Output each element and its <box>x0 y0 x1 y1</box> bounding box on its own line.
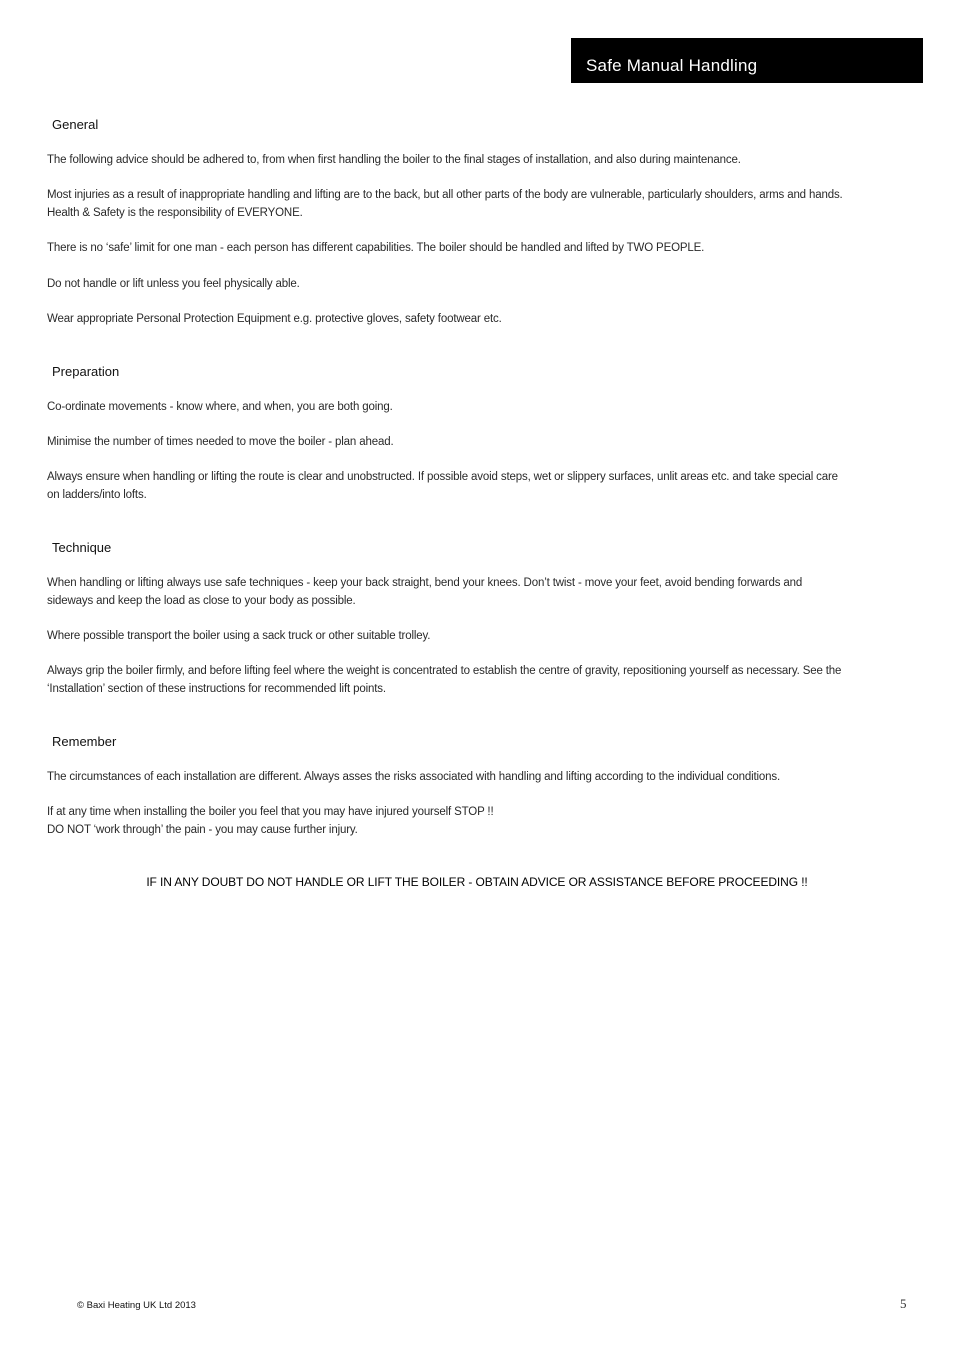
heading-preparation: Preparation <box>52 364 120 379</box>
general-paragraph-5 <box>47 310 917 328</box>
page-number: 5 <box>900 1296 907 1311</box>
header-bar <box>571 38 923 83</box>
general-paragraph-1 <box>47 151 917 169</box>
copyright-footer: © Baxi Heating UK Ltd 2013 <box>77 1300 196 1311</box>
general-paragraph-4 <box>47 275 917 293</box>
preparation-p1-text: Co-ordinate movements - know where, and when, you are both going. <box>47 401 393 413</box>
remember-paragraph-2 <box>47 803 917 839</box>
technique-p1-line2: sideways and keep the load as close to your body as possible. <box>47 595 356 607</box>
heading-technique: Technique <box>52 540 112 555</box>
preparation-paragraph-1 <box>47 398 917 416</box>
general-p3-text: There is no ‘safe’ limit for one man - each person has different capabilities. The boiler should be handled and lifted by TWO PEOPLE. <box>47 242 705 254</box>
general-paragraph-3 <box>47 239 917 257</box>
technique-p3-line1: Always grip the boiler firmly, and before lifting feel where the weight is concentrated to establish the centre of gravity, repositioning yourself as necessary. See the <box>47 665 842 677</box>
preparation-p2-text: Minimise the number of times needed to move the boiler - plan ahead. <box>47 436 394 448</box>
general-p2-line2: Health & Safety is the responsibility of EVERYONE. <box>47 207 303 219</box>
technique-p3-line2: ‘Installation’ section of these instructions for recommended lift points. <box>47 683 386 695</box>
preparation-p3-line1: Always ensure when handling or lifting the route is clear and unobstructed. If possible avoid steps, wet or slippery surfaces, unlit areas etc. and take special care <box>47 471 838 483</box>
technique-p2-text: Where possible transport the boiler using a sack truck or other suitable trolley. <box>47 630 431 642</box>
technique-paragraph-2 <box>47 627 917 645</box>
technique-paragraph-3 <box>47 662 917 698</box>
warning-notice: IF IN ANY DOUBT DO NOT HANDLE OR LIFT THE BOILER - OBTAIN ADVICE OR ASSISTANCE BEFORE PROCEEDING !! <box>146 875 808 889</box>
general-p1-text: The following advice should be adhered to, from when first handling the boiler to the final stages of installation, and also during maintenance. <box>47 154 741 166</box>
technique-paragraph-1 <box>47 574 917 610</box>
heading-general: General <box>52 117 99 132</box>
general-paragraph-2 <box>47 186 917 222</box>
preparation-paragraph-3 <box>47 468 917 504</box>
general-p2-line1: Most injuries as a result of inappropriate handling and lifting are to the back, but all other parts of the body are vulnerable, particularly shoulders, arms and hands. <box>47 189 843 201</box>
general-p5-text: Wear appropriate Personal Protection Equipment e.g. protective gloves, safety footwear etc. <box>47 313 502 325</box>
preparation-p3-line2: on ladders/into lofts. <box>47 489 147 501</box>
page-title: Safe Manual Handling <box>586 56 758 75</box>
remember-p2-line2: DO NOT ‘work through’ the pain - you may cause further injury. <box>47 824 358 836</box>
heading-remember: Remember <box>52 734 117 749</box>
preparation-paragraph-2 <box>47 433 917 451</box>
technique-p1-line1: When handling or lifting always use safe techniques - keep your back straight, bend your knees. Don’t twist - move your feet, avoid bending forwards and <box>47 577 803 589</box>
remember-paragraph-1 <box>47 768 917 786</box>
remember-p2-line1: If at any time when installing the boiler you feel that you may have injured yourself STOP !! <box>47 806 494 818</box>
remember-p1-text: The circumstances of each installation are different. Always asses the risks associated with handling and lifting according to the individual conditions. <box>47 771 781 783</box>
general-p4-text: Do not handle or lift unless you feel physically able. <box>47 278 300 290</box>
